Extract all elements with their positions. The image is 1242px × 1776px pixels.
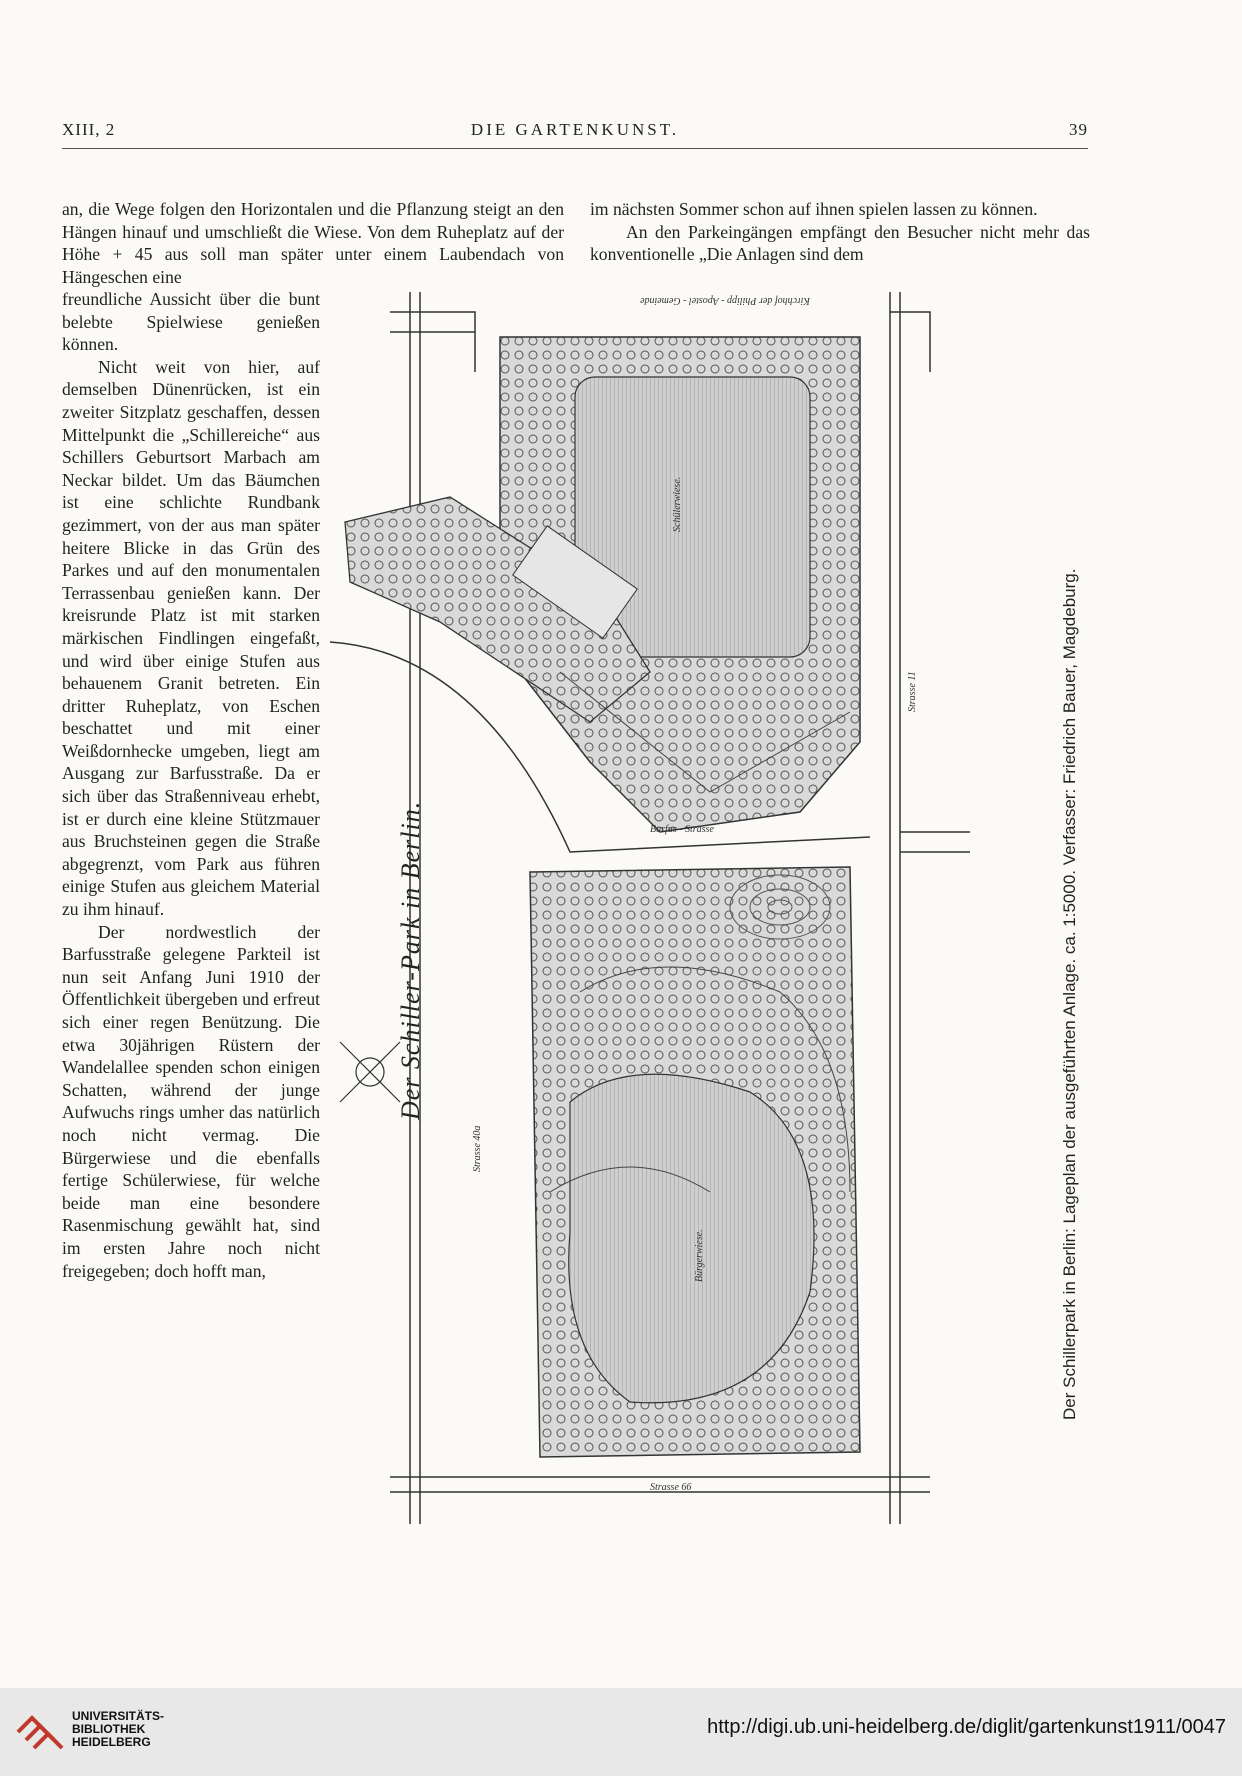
street-cross-label: Barfus - Strasse (650, 824, 714, 835)
library-name: UNIVERSITÄTS- BIBLIOTHEK HEIDELBERG (72, 1709, 165, 1749)
street-left-label: Strasse 40a (472, 1125, 483, 1172)
running-header (62, 120, 1088, 142)
top-street-label: Kirchhof der Philipp - Apostel - Gemeinde (640, 295, 810, 306)
compass-icon (340, 1042, 400, 1102)
paragraph: freundliche Aussicht über die bunt belebte Spielwiese genießen können. (62, 289, 320, 355)
paragraph: Der nordwestlich der Barfusstraße gelegene Parkteil ist nun seit Anfang Juni 1910 der Öffentlichkeit übergeben und erfreut sich einer regen Benützung. Die etwa 30jährigen Rüstern der Wandelallee spenden schon einigen Schatten, während der junge Aufwuchs rings umher das natürlich noch nicht vermag. Die Bürgerwiese und die ebenfalls fertige Schülerwiese, für welche beide man eine besondere Rasenmischung gewählt hat, sind im ersten Jahre noch nicht freigegeben; doch hofft man, (62, 921, 320, 1281)
park-site-plan (330, 292, 1060, 1524)
meadow-lower-label: Bürgerwiese. (694, 1229, 705, 1282)
street-bottom-label: Strasse 66 (650, 1482, 692, 1493)
top-right-column (590, 198, 1090, 266)
street-right-label: Strasse 11 (907, 671, 918, 712)
paragraph: An den Parkeingängen empfängt den Besucher nicht mehr das konventionelle „Die Anlagen sind dem (590, 221, 1090, 265)
paragraph: im nächsten Sommer schon auf ihnen spielen lassen zu können. (590, 199, 1038, 219)
header-rule (62, 148, 1088, 149)
footer-bar (0, 1688, 1242, 1776)
meadow-upper-label: Schülerwiese. (672, 476, 683, 532)
figure-title: Der Schiller-Park in Berlin. (396, 800, 425, 1120)
page-number: 39 (1069, 120, 1088, 139)
volume-number: XIII, 2 (62, 120, 116, 139)
journal-title: DIE GARTENKUNST. (470, 120, 680, 139)
narrow-column (62, 288, 320, 1282)
top-left-column (62, 198, 564, 288)
permalink-url[interactable]: http://digi.ub.uni-heidelberg.de/diglit/gartenkunst1911/0047 (707, 1716, 1226, 1738)
paragraph: Nicht weit von hier, auf demselben Dünenrücken, ist ein zweiter Sitzplatz geschaffen, dessen Mittelpunkt die „Schillereiche“ aus Schillers Geburtsort Marbach am Neckar bildet. Um das Bäumchen ist eine schlichte Rundbank gezimmert, von der aus man später heitere Blicke in das Grün des Parkes und auf den monumentalen Terrassenbau genießen kann. Der kreisrunde Platz ist mit starken märkischen Findlingen eingefaßt, und wird über einige Stufen aus behauenem Granit betreten. Ein dritter Ruheplatz, von Eschen beschattet und mit einer Weißdornhecke umgeben, liegt am Ausgang zur Barfusstraße. Da er sich über das Straßenniveau erhebt, ist er durch eine kleine Stützmauer aus Bruchsteinen gegen die Straße abgegrenzt, vom Park aus führen einige Stufen aus gleichem Material zu ihm hinauf. (62, 356, 320, 920)
paragraph: an, die Wege folgen den Horizontalen und die Pflanzung steigt an den Hängen hinauf und umschließt die Wiese. Von dem Ruheplatz auf der Höhe + 45 aus soll man später unter einem Laubendach von Hängeschen eine (62, 199, 564, 287)
figure-caption: Der Schillerpark in Berlin: Lageplan der ausgeführten Anlage. ca. 1:5000. Verfasser: Friedrich Bauer, Magdeburg. (1060, 568, 1079, 1420)
library-logo-icon[interactable] (14, 1708, 68, 1756)
